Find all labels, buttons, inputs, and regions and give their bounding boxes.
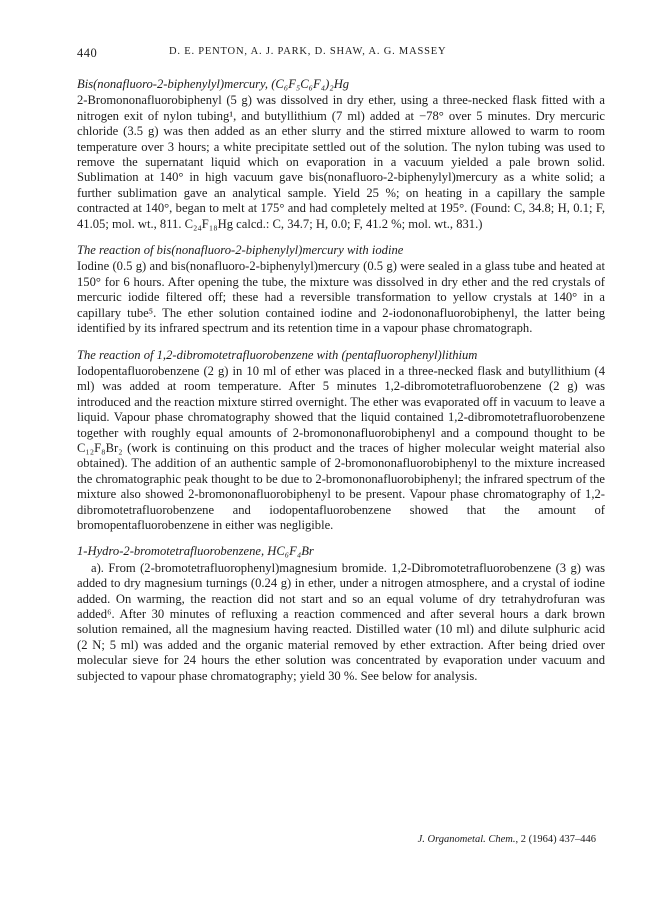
- section-gap: [77, 533, 605, 544]
- section-dibromo-reaction: [77, 348, 605, 534]
- section-hydro-bromo: [77, 544, 605, 684]
- section-paragraph: a). From (2-bromotetrafluorophenyl)magnesium bromide. 1,2-Dibromotetrafluorobenzene (3 g) was added to dry magnesium turnings (0.24 g) in ether, under a nitrogen atmosphere, and a crystal of iodine added. On warming, the reaction did not start and so an equal volume of dry tetrahydrofuran was added⁶. After 30 minutes of refluxing a reaction commenced and after several hours a dark brown solution remained, all the magnesium having reacted. Distilled water (10 ml) and dilute sulphuric acid (2 N; 5 ml) was added and the organic material removed by ether extraction. After being dried over molecular sieve for 24 hours the ether solution was concentrated by evaporation under vacuum and subjected to vapour phase chromatography; yield 30 %. See below for analysis.: [77, 560, 605, 683]
- section-heading: Bis(nonafluoro-2-biphenylyl)mercury, (C₆F₅C₆F₄)₂Hg: [77, 77, 350, 91]
- section-iodine-reaction: [77, 243, 605, 336]
- section-mercury-compound: [77, 77, 605, 232]
- section-gap: [77, 337, 605, 348]
- section-heading: The reaction of 1,2-dibromotetrafluorobenzene with (pentafluorophenyl)lithium: [77, 347, 478, 362]
- section-paragraph: Iodine (0.5 g) and bis(nonafluoro-2-biphenylyl)mercury (0.5 g) were sealed in a glass tube and heated at 150° for 6 hours. After opening the tube, the mixture was dissolved in dry ether and the red crystals of mercuric iodide filtered off; these had a reversible transformation to yellow crystals at 140° in a capillary tube⁵. The ether solution contained iodine and 2-iodononafluorobiphenyl, the latter being identified by its infrared spectrum and its retention time in a vapour phase chromatograph.: [77, 259, 605, 336]
- article-body: [77, 77, 605, 684]
- running-head-authors: D. E. PENTON, A. J. PARK, D. SHAW, A. G. MASSEY: [169, 46, 447, 57]
- section-paragraph: Iodopentafluorobenzene (2 g) in 10 ml of ether was placed in a three-necked flask and butyllithium (4 ml) was added at room temperature. After 5 minutes 1,2-dibromotetrafluorobenzene (2 g) was introduced and the reaction mixture stirred overnight. The ether was evaporated off in vacuum to leave a liquid. Vapour phase chromatography showed that the liquid contained 1,2-dibromotetrafluorobenzene together with roughly equal amounts of 2-bromononafluorobiphenyl and a compound thought to be C₁₂F₈Br₂ (work is continuing on this product and the traces of higher molecular weight material also obtained). The addition of an authentic sample of 2-bromononafluorobiphenyl to the mixture increased the chromatographic peak thought to be due to 2-bromononafluorobiphenyl; the infrared spectrum of the mixture also showed 2-bromononafluorobiphenyl to be present. Vapour phase chromatography of 1,2-dibromotetrafluorobenzene and iodopentafluorobenzene showed that the amount of bromopentafluorobenzene in either was negligible.: [77, 363, 605, 532]
- journal-volume-pages: , 2 (1964) 437–446: [515, 834, 596, 845]
- page-number: 440: [77, 46, 98, 60]
- section-gap: [77, 232, 605, 243]
- section-heading: 1-Hydro-2-bromotetrafluorobenzene, HC₆F₄Br: [77, 544, 314, 559]
- page-header: [77, 46, 607, 64]
- journal-citation: [418, 834, 596, 845]
- journal-name: J. Organometal. Chem.: [417, 834, 516, 845]
- section-paragraph: 2-Bromononafluorobiphenyl (5 g) was dissolved in dry ether, using a three-necked flask fitted with a nitrogen exit of nylon tubing¹, and butyllithium (7 ml) added at −78° over 5 minutes. Dry mercuric chloride (3.5 g) was then added as an ether slurry and the stirred mixture allowed to warm to room temperature over 3 hours; a white precipitate settled out of the solution. The nylon tubing was used to remove the supernatant liquid which on evaporation in a vacuum yielded a pale brown solid. Sublimation at 140° in high vacuum gave bis(nonafluoro-2-biphenylyl)mercury as a white solid; a further sublimation gave an analytical sample. Yield 25 %; on heating in a capillary the sample contracted at 140°, began to melt at 175° and had completely melted at 195°. (Found: C, 34.8; H, 0.1; F, 41.05; mol. wt., 811. C₂₄F₁₈Hg calcd.: C, 34.7; H, 0.0; F, 41.2 %; mol. wt., 831.): [77, 93, 605, 231]
- section-heading: The reaction of bis(nonafluoro-2-biphenylyl)mercury with iodine: [77, 243, 404, 258]
